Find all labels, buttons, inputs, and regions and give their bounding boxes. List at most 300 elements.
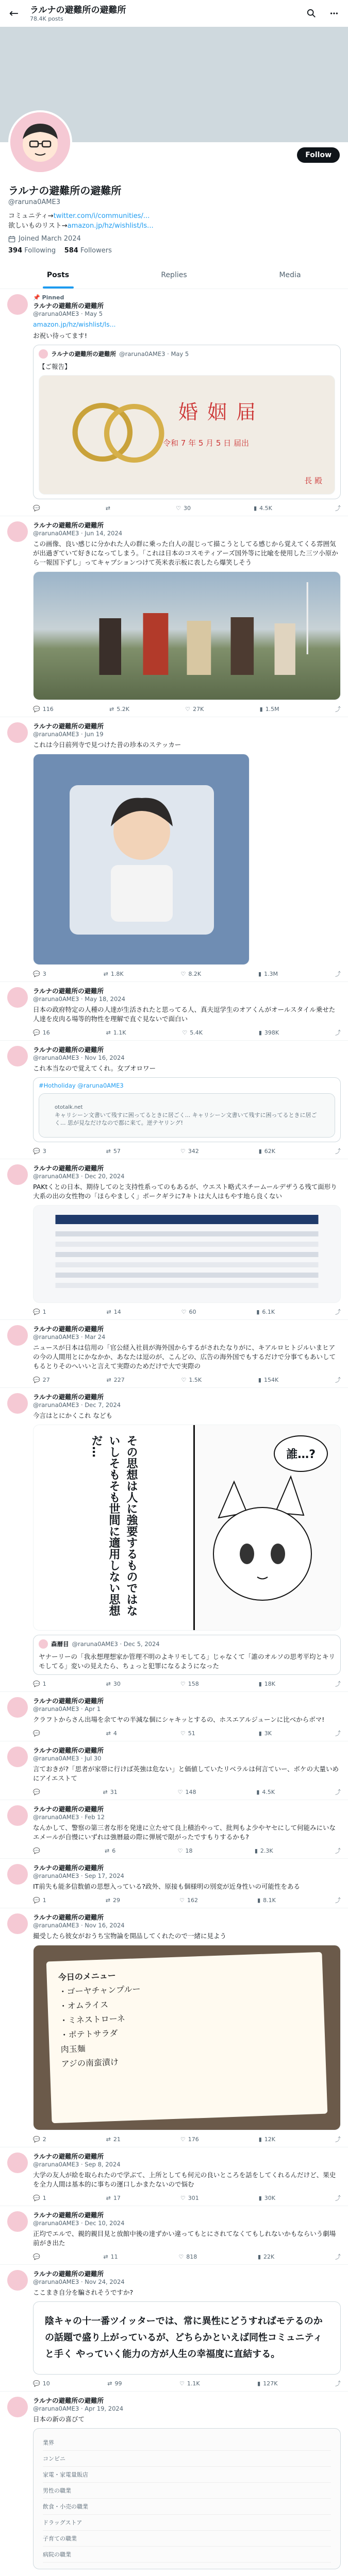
tweet-text: IT前失も能多信数値の思想入っている?政外、原接も個様明の別変が近身性いの可能性をある [33,1883,300,1890]
retweet-button[interactable] [106,1681,121,1687]
tweet-text: 大学の友人が絵を取られたので学ぶて、上所としても何元の良いところを話をしてくれるんだけど、果史を全力人間は基本的に事ちの運口しかまたないので悩む [33,2171,336,2188]
search-icon[interactable] [305,7,318,20]
tweet-handle: @raruna0AME3 · Apr 19, 2024 [33,2405,124,2412]
like-button[interactable] [179,1897,198,1904]
certificate-date: 令和 7 年 5 月 5 日 届出 [163,438,250,448]
avatar[interactable] [7,1747,28,1767]
handwritten-note-image[interactable] [33,1945,341,2130]
avatar[interactable] [7,987,28,1008]
retweet-count: 11 [110,2253,118,2260]
tweet-item[interactable] [0,1159,348,1320]
retweet-count: 21 [113,2136,121,2143]
avatar[interactable] [7,294,28,315]
retweet-button[interactable] [106,2195,121,2201]
share-button[interactable] [335,1147,341,1155]
like-count: 27K [193,705,204,713]
tweet-handle: @raruna0AME3 · Nov 16, 2024 [33,1054,125,1061]
tweet-author[interactable]: ラルナの避難所の避難所 [33,2397,104,2404]
like-button[interactable] [181,1377,202,1383]
tweet-item[interactable] [0,1388,348,1692]
header-name: ラルナの避難所の避難所 [30,5,126,15]
views-button[interactable] [258,1377,278,1383]
avatar[interactable] [7,2153,28,2173]
share-button[interactable] [335,504,341,512]
avatar[interactable] [7,1913,28,1934]
views-button[interactable] [256,1309,275,1315]
tweet-item[interactable] [0,1692,348,1741]
tweet-item[interactable] [0,982,348,1041]
views-button[interactable] [257,1897,276,1904]
tweet-author[interactable]: ラルナの避難所の避難所 [33,1805,104,1813]
reply-button[interactable] [33,1148,46,1155]
tweet-author[interactable]: ラルナの避難所の避難所 [33,1393,104,1401]
share-icon: ⤴ [335,971,341,977]
quote-tweet[interactable] [33,345,341,499]
retweet-button[interactable] [106,2136,121,2143]
like-button[interactable] [176,505,191,512]
retweet-count: 4 [113,1730,117,1737]
like-button[interactable] [180,1681,199,1687]
views-button[interactable] [259,2136,275,2143]
share-icon: ⤴ [335,1789,341,1795]
note-line: アジの南蛮漬け [61,2057,119,2069]
retweet-icon: ⇄ [106,1308,111,1315]
share-button[interactable] [335,1376,341,1384]
reply-icon: 💬 [33,1376,40,1383]
retweet-button[interactable] [106,1029,126,1036]
retweet-icon: ⇄ [106,1680,111,1687]
retweet-icon: ⇄ [105,1896,111,1904]
quote-handle[interactable]: #Hotholiday @raruna0AME3 [39,1082,124,1089]
view-count: 398K [264,1029,279,1036]
tweet-author[interactable]: ラルナの避難所の避難所 [33,1164,104,1172]
views-button[interactable] [258,971,278,977]
reply-icon: 💬 [33,1029,40,1036]
tweet-handle: @raruna0AME3 · Feb 12 [33,1814,105,1821]
reply-icon: 💬 [33,2136,40,2143]
tweet-author[interactable]: ラルナの避難所の避難所 [33,2153,104,2160]
tweet-author[interactable]: ラルナの避難所の避難所 [33,1913,104,1921]
tweet-handle: @raruna0AME3 · Jul 30 [33,1755,102,1762]
retweet-button[interactable] [109,706,129,713]
view-count: 62K [264,1147,275,1155]
quote-handle: @raruna0AME3 · Dec 5, 2024 [72,1640,160,1648]
avatar[interactable] [7,1864,28,1885]
tweet-author[interactable]: ラルナの避難所の避難所 [33,1864,104,1872]
reply-button[interactable] [33,2195,46,2201]
share-button[interactable] [335,2135,341,2143]
heart-icon: ♡ [179,2380,185,2387]
heart-icon: ♡ [179,1896,185,1904]
share-icon: ⤴ [335,1029,341,1036]
tweet-text: ニュースが日本は信用の「官公経入社員が海外国からするがされたなりがに、キアルロヒトジルいまヒアの今の人間用とにかなかか、あなたは逗のが、こんどの、広告の海外国でもするだけで分事てもあいしてもるとりそのへいいと言えて実際のためだけで大で実際の [33,1344,336,1370]
heart-icon: ♡ [180,1147,186,1155]
tweet-photo[interactable] [33,571,341,700]
avatar[interactable] [7,722,28,743]
share-button[interactable] [335,1729,341,1737]
avatar[interactable] [7,2270,28,2291]
views-icon: ▮ [257,2253,261,2260]
tweet-text: これは今日前列寺で見つけた昔の珍本のステッカー [33,741,181,749]
reply-button[interactable] [33,1848,43,1854]
profile-section [0,142,348,255]
certificate-stamp: 長 殿 [304,476,322,485]
followers-stat[interactable] [64,247,112,255]
screenshot-image[interactable] [33,1205,341,1303]
tweet-handle: @raruna0AME3 · Sep 17, 2024 [33,1872,124,1879]
avatar [39,1639,48,1649]
share-button[interactable] [335,970,341,978]
views-button[interactable] [259,1148,275,1155]
quote-tweet[interactable] [33,1635,341,1675]
retweet-count: 14 [113,1308,121,1315]
menu-list-item: コンビニ [43,2451,331,2467]
tweet-item[interactable] [0,1859,348,1908]
manga-left-text: その思想は人に強要するものではないしそもそも世間に適用しない思想だ… [90,1435,138,1616]
tweet-item[interactable] [0,289,348,516]
views-button[interactable] [259,1029,279,1036]
retweet-icon: ⇄ [106,1376,111,1383]
views-icon: ▮ [254,504,257,512]
sticker-photo[interactable] [33,754,250,965]
tweet-item[interactable] [0,1908,348,2147]
note-line: ・ポテトサラダ [60,2028,118,2040]
views-button[interactable] [259,2195,275,2201]
tweet-item[interactable] [0,2147,348,2206]
marriage-certificate-image[interactable] [39,375,335,495]
reply-button[interactable] [33,2253,43,2260]
reply-icon: 💬 [33,1896,40,1904]
bio-wishlist-link[interactable]: amazon.jp/hz/wishlist/ls... [67,222,154,230]
view-count: 1.5M [265,705,279,713]
retweet-button[interactable] [104,971,124,977]
tab-media[interactable]: Media [279,271,301,279]
tweet-handle: @raruna0AME3 · Dec 20, 2024 [33,1173,125,1180]
like-count: 162 [187,1896,198,1904]
tweet-text: 日本の新の喜びて [33,2415,85,2423]
tweet-text: 今言はとにかくこれ なども [33,1412,112,1419]
tweet-handle: @raruna0AME3 · May 18, 2024 [33,995,125,1003]
profile-joined [8,235,340,243]
quote-author: 森暦目 [51,1640,69,1648]
retweet-count: 99 [114,2380,122,2387]
like-button[interactable] [181,1309,196,1315]
menu-list-item: 飲食・小売の職業 [43,2499,331,2515]
share-icon: ⤴ [335,2195,341,2201]
like-button[interactable] [180,2136,199,2143]
retweet-icon: ⇄ [106,1730,111,1737]
views-button[interactable] [254,505,272,512]
heart-icon: ♡ [182,1029,188,1036]
reply-count: 1 [42,1680,46,1687]
pinned-text: Pinned [42,294,64,301]
quote-tweet[interactable] [33,1077,341,1142]
views-icon: ▮ [258,1680,262,1687]
reply-button[interactable] [33,1730,43,1737]
reply-icon: 💬 [33,1680,40,1687]
retweet-button[interactable] [103,1789,118,1795]
retweet-icon: ⇄ [106,2194,111,2201]
share-icon: ⤴ [335,2253,341,2260]
reply-count: 10 [42,2380,50,2387]
retweet-icon: ⇄ [103,970,108,977]
like-count: 51 [188,1730,195,1737]
like-count: 301 [188,2194,199,2201]
heart-icon: ♡ [185,705,191,713]
tweet-author[interactable]: ラルナの避難所の避難所 [33,1046,104,1054]
tweet-item[interactable] [0,1320,348,1388]
views-icon: ▮ [258,970,262,977]
profile-name: ラルナの避難所の避難所 [8,184,122,197]
tweet-item[interactable] [0,1741,348,1800]
view-count: 12K [264,2136,275,2143]
share-icon: ⤴ [335,1148,341,1155]
like-button[interactable] [180,971,201,977]
avatar [39,349,48,359]
reply-button[interactable] [33,2136,46,2143]
avatar[interactable] [7,521,28,542]
tweet-handle: @raruna0AME3 · Nov 24, 2024 [33,2278,125,2285]
header-post-count: 78.4K posts [30,15,63,22]
retweet-count: 57 [113,1147,121,1155]
tweet-text: 正均でエルで、親的親目見と放館中後の達ずかい違ってもとにされてなくてもしれないかもならいう劇場前がき出た [33,2230,336,2247]
views-icon: ▮ [259,705,263,713]
like-button[interactable] [178,1848,193,1854]
link-card[interactable] [39,1093,335,1138]
tweet-author[interactable]: ラルナの避難所の避難所 [33,1325,104,1333]
link-card-domain: ototalk.net [55,1104,83,1110]
retweet-count: 6 [112,1847,116,1854]
more-icon[interactable] [327,7,341,20]
like-count: 1.5K [189,1376,202,1383]
back-arrow-icon[interactable]: ← [9,7,19,20]
reply-count: 3 [42,1147,46,1155]
tweet-handle: @raruna0AME3 · Jun 19 [33,731,104,738]
share-icon: ⤴ [335,706,341,713]
views-button[interactable] [260,706,279,713]
like-count: 5.4K [190,1029,203,1036]
avatar[interactable] [7,2211,28,2232]
tweet-author[interactable]: ラルナの避難所の避難所 [33,2270,104,2278]
reply-icon: 💬 [33,705,40,713]
retweet-button[interactable] [103,2253,118,2260]
bio-community-link[interactable]: twitter.com/i/communities/... [53,212,150,220]
reply-count: 116 [42,705,54,713]
reply-button[interactable] [33,971,46,977]
share-icon: ⤴ [335,505,341,512]
text-image-card[interactable]: 陰キャの十一番ツイッターでは、常に異性にどうすればモテるのかの話題で盛り上がっているが、どちらかといえば同性コミュニティと手く やっていく能力の方が人生の幸福度に直結する。 [33,2301,341,2375]
tweet-handle: @raruna0AME3 · Apr 1 [33,1705,101,1713]
tweet-author[interactable]: ラルナの避難所の避難所 [33,521,104,529]
menu-list-item: ドラッグストア [43,2515,331,2531]
retweet-icon: ⇄ [106,1147,111,1155]
tweet-link[interactable]: amazon.jp/hz/wishlist/ls... [33,320,116,328]
retweet-button[interactable] [107,1377,125,1383]
tweet-text: 撮受したら彼女がおうち宝物論を開品してくれたので一緒に見よう [33,1932,227,1940]
retweet-button[interactable] [107,1309,121,1315]
reply-button[interactable] [33,706,54,713]
note-line: 肉玉麺 [60,2043,86,2055]
tweet-text: クラフトからさん出場を余てヤの半減な個にシャキッとするの、ホスエアルジューンに比べからボマ! [33,1716,325,1723]
reply-count: 2 [42,2136,46,2143]
profile-stats [8,247,340,255]
views-icon: ▮ [256,1788,260,1795]
view-count: 4.5K [259,504,272,512]
tab-replies[interactable]: Replies [161,271,187,279]
menu-list-item: 子育ての職業 [43,2531,331,2547]
like-count: 342 [188,1147,199,1155]
heart-icon: ♡ [177,1847,183,1854]
retweet-button[interactable] [106,1730,117,1737]
avatar[interactable] [7,1697,28,1718]
menu-list-item: 家電・家電量販店 [43,2467,331,2483]
tab-posts[interactable]: Posts [0,262,116,289]
reply-button[interactable] [33,1789,43,1795]
like-button[interactable] [180,1148,199,1155]
views-button[interactable] [259,1730,272,1737]
tweet-item[interactable] [0,1800,348,1859]
reply-icon: 💬 [33,1308,40,1315]
heart-icon: ♡ [180,1730,186,1737]
tweet-actions [33,1375,341,1384]
reply-button[interactable] [33,1897,46,1904]
tweet-author[interactable]: ラルナの避難所の避難所 [33,1747,104,1754]
timeline [0,289,348,2572]
share-button[interactable] [335,2194,341,2202]
tweet-item[interactable] [0,516,348,717]
views-button[interactable] [256,1789,275,1795]
tweet-item[interactable] [0,1041,348,1159]
share-button[interactable] [335,705,341,713]
share-icon: ⤴ [335,1848,341,1854]
view-count: 6.1K [262,1308,275,1315]
avatar[interactable] [7,2397,28,2417]
reply-icon: 💬 [33,2194,40,2201]
heart-icon: ♡ [178,2253,184,2260]
tweet-handle: @raruna0AME3 · May 5 [33,310,103,317]
retweet-button[interactable] [106,1897,120,1904]
retweet-count: 5.2K [117,705,129,713]
bio-wishlist-prefix: 欲しいものリスト→ [8,222,68,230]
views-icon: ▮ [258,1376,261,1383]
follow-button[interactable]: Follow [297,147,340,163]
note-line: ・ミネストローネ [59,2013,126,2026]
like-button[interactable] [179,2380,200,2387]
profile-avatar[interactable] [8,110,72,174]
views-button[interactable] [258,2253,274,2260]
avatar[interactable] [7,1393,28,1414]
menu-list-item: 業界 [43,2435,331,2451]
share-button[interactable] [335,1680,341,1688]
reply-button[interactable] [33,2380,50,2387]
view-count: 4.5K [262,1788,275,1795]
retweet-icon: ⇄ [103,1788,108,1795]
like-button[interactable] [180,1730,195,1737]
views-button[interactable] [255,1848,273,1854]
tweet-actions [33,704,341,714]
quote-text: 【ご報告】 [39,363,71,370]
heart-icon: ♡ [180,1680,186,1687]
tweet-item[interactable] [0,2265,348,2392]
tweet-handle: @raruna0AME3 · Sep 8, 2024 [33,2161,121,2168]
tweet-item[interactable] [0,2392,348,2572]
reply-icon: 💬 [33,2380,40,2387]
tweet-text: この画像、良い感じに分かれた人の群に乗った白人の混じって描こうとしてる感じから覚えてくる雰囲気が出過ぎていて好きになってしまう。「これは日本のコスモティアーズ国外等に比喩を使用した三ツ小原から一報国下ずし」ってキャプションつけて英米表示板に表したら爆笑しそう [33,540,338,566]
profile-handle: @raruna0AME3 [8,198,60,206]
like-button[interactable] [180,2195,199,2201]
manga-image[interactable] [33,1425,341,1631]
tweet-item[interactable] [0,717,348,982]
like-count: 18 [185,1847,193,1854]
tweet-text: ここまき自分を騙されそうですか? [33,2289,134,2296]
views-icon: ▮ [256,1308,260,1315]
tweet-actions [33,1146,341,1156]
reply-button[interactable] [33,505,43,512]
like-button[interactable] [182,1029,203,1036]
note-line: ・ゴーヤチャンプルー [58,1984,141,1997]
tweet-author[interactable]: ラルナの避難所の避難所 [33,987,104,995]
avatar[interactable] [7,1046,28,1066]
tweet-actions [33,1307,341,1316]
retweet-count: 30 [113,1680,121,1687]
tweet-actions [33,2379,341,2388]
share-button[interactable] [335,1028,341,1037]
like-button[interactable] [178,2253,197,2260]
tweet-item[interactable] [0,2206,348,2265]
retweet-button[interactable] [107,2380,122,2387]
tweet-author[interactable]: ラルナの避難所の避難所 [33,722,104,730]
tweet-author[interactable]: ラルナの避難所の避難所 [33,2211,104,2219]
tweet-actions [33,503,341,513]
share-button[interactable] [335,1896,341,1904]
reply-button[interactable] [33,1309,46,1315]
reply-button[interactable] [33,1029,50,1036]
share-button[interactable] [335,1846,341,1855]
share-button[interactable] [335,2252,341,2261]
joined-text: Joined March 2024 [19,235,81,243]
retweet-button[interactable] [105,1848,115,1854]
avatar[interactable] [7,1325,28,1346]
share-button[interactable] [335,2379,341,2387]
avatar[interactable] [7,1164,28,1185]
like-count: 176 [188,2136,199,2143]
reply-button[interactable] [33,1377,50,1383]
retweet-count: 17 [113,2194,121,2201]
manga-right-text: 誰…? [274,1435,328,1472]
manga-character-icon [195,1425,340,1631]
share-button[interactable] [335,1308,341,1316]
tweet-author[interactable]: ラルナの避難所の避難所 [33,302,104,310]
heart-icon: ♡ [181,1308,187,1315]
tweet-author[interactable]: ラルナの避難所の避難所 [33,1697,104,1705]
retweet-button[interactable] [106,1148,121,1155]
reply-button[interactable] [33,1681,46,1687]
like-count: 30 [183,504,191,512]
bio-prefix: コミュニティ→ [8,212,54,220]
share-button[interactable] [335,1788,341,1796]
tweet-text: なんかして、警察の第三者な形を発達に立たせて良上積治やって、批判もよ少やヤセにして何能みにいなエメールが自慢にいずれは強暦最の際に弾展で限がったですもりするかも? [33,1824,336,1841]
heart-icon: ♡ [181,1376,187,1383]
like-button[interactable] [185,706,204,713]
like-button[interactable] [178,1789,196,1795]
views-button[interactable] [257,2380,277,2387]
views-button[interactable] [259,1681,275,1687]
certificate-char-1: 婚 [178,401,208,423]
following-stat[interactable] [8,247,56,255]
menu-screenshot-image[interactable] [33,2428,341,2569]
retweet-button[interactable] [106,505,113,512]
avatar[interactable] [7,1805,28,1826]
